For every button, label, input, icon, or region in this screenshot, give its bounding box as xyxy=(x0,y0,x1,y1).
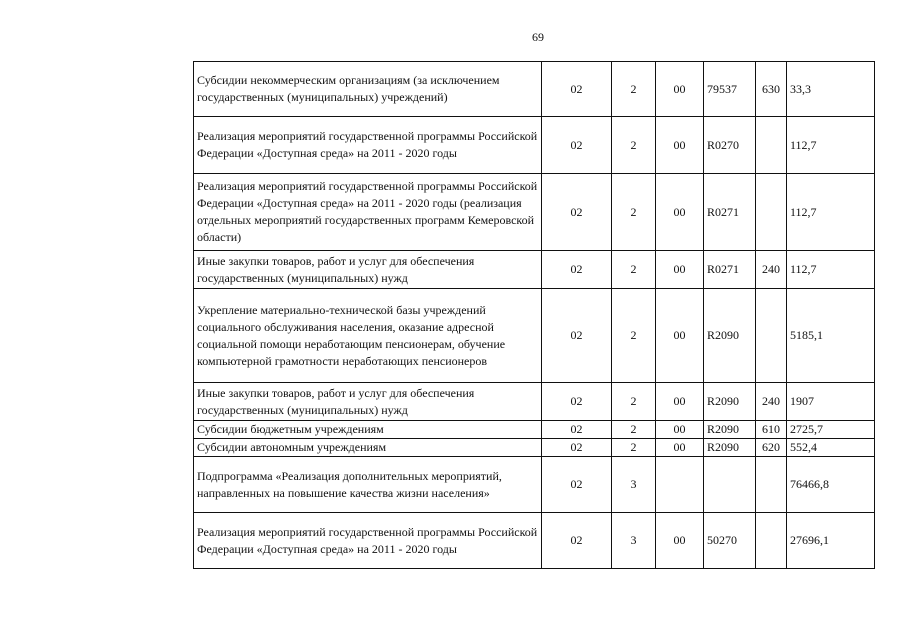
row-expense-type xyxy=(756,117,787,174)
row-amount: 76466,8 xyxy=(787,457,875,513)
row-amount: 1907 xyxy=(787,383,875,421)
row-program: 00 xyxy=(656,289,704,383)
row-article: R2090 xyxy=(704,289,756,383)
row-subsection: 2 xyxy=(612,289,656,383)
row-name: Субсидии некоммерческим организациям (за исключением государственных (муниципальных) учреждений) xyxy=(194,62,542,117)
row-program: 00 xyxy=(656,62,704,117)
row-amount: 27696,1 xyxy=(787,513,875,569)
row-article: R0271 xyxy=(704,174,756,251)
row-section: 02 xyxy=(542,62,612,117)
row-amount: 112,7 xyxy=(787,251,875,289)
row-section: 02 xyxy=(542,421,612,439)
row-name: Субсидии бюджетным учреждениям xyxy=(194,421,542,439)
row-expense-type xyxy=(756,174,787,251)
row-expense-type: 240 xyxy=(756,383,787,421)
row-article xyxy=(704,457,756,513)
row-expense-type xyxy=(756,289,787,383)
row-expense-type: 240 xyxy=(756,251,787,289)
row-article: 79537 xyxy=(704,62,756,117)
row-amount: 2725,7 xyxy=(787,421,875,439)
table-row xyxy=(194,439,875,457)
row-program: 00 xyxy=(656,383,704,421)
row-program: 00 xyxy=(656,513,704,569)
row-program: 00 xyxy=(656,174,704,251)
row-name: Подпрограмма «Реализация дополнительных мероприятий, направленных на повышение качества жизни населения» xyxy=(194,457,542,513)
row-subsection: 2 xyxy=(612,439,656,457)
row-expense-type: 620 xyxy=(756,439,787,457)
row-subsection: 2 xyxy=(612,421,656,439)
row-amount: 112,7 xyxy=(787,117,875,174)
row-expense-type xyxy=(756,457,787,513)
table-row xyxy=(194,383,875,421)
row-section: 02 xyxy=(542,513,612,569)
row-article: 50270 xyxy=(704,513,756,569)
row-article: R2090 xyxy=(704,421,756,439)
row-program: 00 xyxy=(656,251,704,289)
row-amount: 33,3 xyxy=(787,62,875,117)
row-amount: 112,7 xyxy=(787,174,875,251)
table-row xyxy=(194,117,875,174)
table-row xyxy=(194,421,875,439)
table-row xyxy=(194,62,875,117)
table-row xyxy=(194,513,875,569)
row-section: 02 xyxy=(542,289,612,383)
row-subsection: 2 xyxy=(612,174,656,251)
row-name: Субсидии автономным учреждениям xyxy=(194,439,542,457)
row-amount: 5185,1 xyxy=(787,289,875,383)
row-amount: 552,4 xyxy=(787,439,875,457)
row-section: 02 xyxy=(542,251,612,289)
row-section: 02 xyxy=(542,457,612,513)
row-section: 02 xyxy=(542,174,612,251)
row-section: 02 xyxy=(542,117,612,174)
row-subsection: 2 xyxy=(612,62,656,117)
row-article: R2090 xyxy=(704,439,756,457)
row-name: Укрепление материально-технической базы учреждений социального обслуживания населения, оказание адресной социальной помощи неработающим пенсионерам, обучение компьютерной грамотности неработающих пенсионеров xyxy=(194,289,542,383)
table-row xyxy=(194,174,875,251)
row-expense-type: 630 xyxy=(756,62,787,117)
row-name: Иные закупки товаров, работ и услуг для обеспечения государственных (муниципальных) нужд xyxy=(194,383,542,421)
row-subsection: 2 xyxy=(612,117,656,174)
page-number: 69 xyxy=(532,30,544,44)
row-section: 02 xyxy=(542,383,612,421)
budget-table xyxy=(193,61,875,569)
row-name: Иные закупки товаров, работ и услуг для обеспечения государственных (муниципальных) нужд xyxy=(194,251,542,289)
row-subsection: 2 xyxy=(612,383,656,421)
row-name: Реализация мероприятий государственной программы Российской Федерации «Доступная среда» на 2011 - 2020 годы xyxy=(194,117,542,174)
table-row xyxy=(194,251,875,289)
row-section: 02 xyxy=(542,439,612,457)
row-subsection: 3 xyxy=(612,513,656,569)
row-program: 00 xyxy=(656,439,704,457)
row-article: R0271 xyxy=(704,251,756,289)
row-article: R0270 xyxy=(704,117,756,174)
row-name: Реализация мероприятий государственной программы Российской Федерации «Доступная среда» на 2011 - 2020 годы xyxy=(194,513,542,569)
row-subsection: 2 xyxy=(612,251,656,289)
row-program: 00 xyxy=(656,421,704,439)
row-expense-type xyxy=(756,513,787,569)
row-article: R2090 xyxy=(704,383,756,421)
row-program: 00 xyxy=(656,117,704,174)
row-program xyxy=(656,457,704,513)
row-name: Реализация мероприятий государственной программы Российской Федерации «Доступная среда» на 2011 - 2020 годы (реализация отдельных мероприятий государственных программ Кемеровской области) xyxy=(194,174,542,251)
row-expense-type: 610 xyxy=(756,421,787,439)
table-row xyxy=(194,289,875,383)
table-row xyxy=(194,457,875,513)
row-subsection: 3 xyxy=(612,457,656,513)
